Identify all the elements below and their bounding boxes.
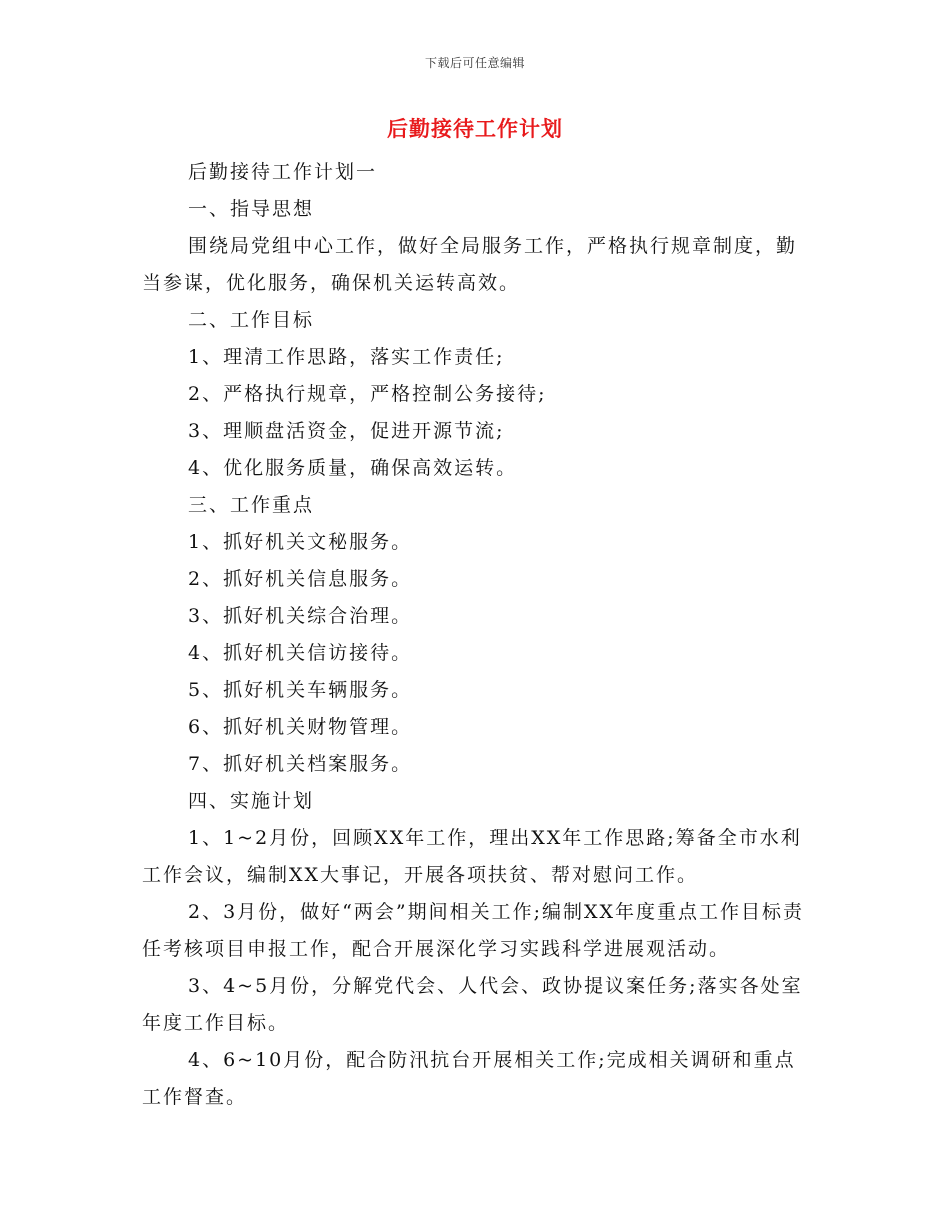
paragraph-subtitle: 后勤接待工作计划一	[188, 161, 378, 183]
paragraph: 围绕局党组中心工作，做好全局服务工作，严格执行规章制度，勤当参谋，优化服务，确保机关运转高效。	[142, 235, 798, 294]
paragraph: 3、4~5月份，分解党代会、人代会、政协提议案任务;落实各处室年度工作目标。	[142, 975, 803, 1034]
paragraph: 4、6~10月份，配合防汛抗台开展相关工作;完成相关调研和重点工作督查。	[142, 1049, 796, 1108]
header-note: 下载后可任意编辑	[424, 56, 525, 70]
section-heading-3: 三、工作重点	[188, 494, 315, 516]
section-heading-4: 四、实施计划	[188, 790, 315, 812]
paragraph: 1、1~2月份，回顾XX年工作，理出XX年工作思路;筹备全市水利工作会议，编制XX大事记，开展各项扶贫、帮对慰问工作。	[142, 827, 802, 886]
list-item: 1、理清工作思路，落实工作责任;	[188, 346, 505, 368]
list-item: 3、理顺盘活资金，促进开源节流;	[188, 420, 505, 442]
section-heading-1: 一、指导思想	[188, 198, 315, 220]
list-item: 4、抓好机关信访接待。	[188, 642, 413, 664]
list-item: 2、抓好机关信息服务。	[188, 568, 413, 590]
list-item: 4、优化服务质量，确保高效运转。	[188, 457, 518, 479]
section-heading-2: 二、工作目标	[188, 309, 315, 331]
list-item: 3、抓好机关综合治理。	[188, 605, 413, 627]
document-title: 后勤接待工作计划	[387, 116, 563, 141]
paragraph: 2、3月份，做好“两会”期间相关工作;编制XX年度重点工作目标责任考核项目申报工作，配合开展深化学习实践科学进展观活动。	[142, 901, 805, 960]
list-item: 6、抓好机关财物管理。	[188, 716, 413, 738]
list-item: 2、严格执行规章，严格控制公务接待;	[188, 383, 547, 405]
document-body	[142, 154, 810, 1116]
list-item: 7、抓好机关档案服务。	[188, 753, 413, 775]
list-item: 1、抓好机关文秘服务。	[188, 531, 413, 553]
list-item: 5、抓好机关车辆服务。	[188, 679, 413, 701]
